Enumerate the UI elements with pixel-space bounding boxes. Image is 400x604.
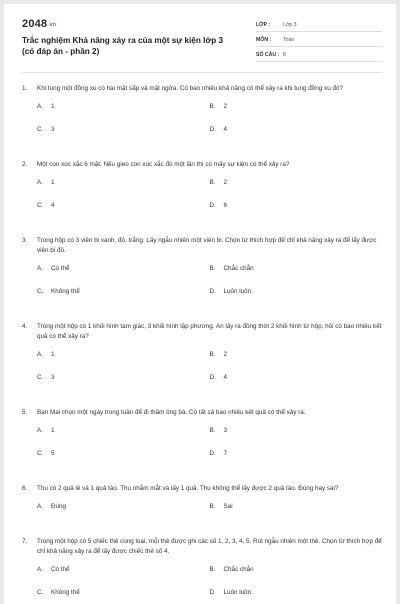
option-letter: B.: [209, 103, 216, 110]
answer-option[interactable]: [210, 449, 383, 459]
question-item: [22, 84, 382, 148]
answer-option[interactable]: [210, 426, 383, 436]
option-text: Không thể: [51, 589, 80, 596]
question-text: Thu có 2 quả lê và 1 quả táo. Thu nhắm mắt và lấy 1 quả. Thu không thể lấy được 2 quả táo. Đúng hay sai?: [37, 485, 339, 492]
answer-option[interactable]: [37, 565, 210, 575]
question-text: Trong một hộp có 5 chiếc thẻ cùng loại, mỗi thẻ được ghi các số 1, 2, 3, 4, 5. Rút ngẫu nhiên một thẻ. Chọn từ thích hợp để chỉ khả năng xảy ra để lấy được chiếc thẻ số 4.: [37, 538, 382, 555]
meta-row-count: [256, 49, 382, 62]
answer-option[interactable]: [37, 178, 210, 188]
worksheet-meta: [256, 19, 382, 64]
question-row: [22, 537, 382, 557]
answer-option[interactable]: [37, 264, 210, 274]
option-text: Đúng: [51, 503, 67, 510]
option-text: Chắc chắn: [223, 265, 254, 272]
option-letter: B.: [209, 265, 216, 272]
option-text: 1: [51, 427, 55, 434]
question-number: 6.: [22, 485, 28, 492]
answer-option[interactable]: [37, 287, 210, 297]
question-item: [22, 236, 382, 310]
option-letter: B.: [209, 179, 216, 186]
option-text: Luôn luôn.: [223, 589, 253, 596]
answer-option[interactable]: [210, 565, 383, 575]
meta-value: Toán: [283, 37, 295, 43]
meta-row-subject: [256, 34, 382, 47]
option-letter: A.: [37, 103, 43, 110]
question-item: [22, 537, 382, 604]
option-text: 7: [223, 450, 228, 457]
answer-option[interactable]: [210, 502, 383, 512]
option-letter: B.: [209, 427, 216, 434]
meta-row-class: [256, 19, 382, 32]
option-text: 5: [51, 450, 55, 457]
option-letter: B.: [209, 566, 216, 573]
option-text: 3: [223, 427, 228, 434]
answer-option[interactable]: [210, 588, 383, 598]
option-letter: C.: [37, 126, 44, 133]
answer-option[interactable]: [210, 201, 383, 211]
brand-name: 2048: [22, 18, 48, 30]
question-row: [22, 236, 382, 256]
option-letter: B.: [209, 351, 216, 358]
question-item: [22, 322, 382, 396]
option-text: 1: [51, 179, 55, 186]
question-number: 4.: [22, 323, 28, 330]
answer-options: [22, 350, 382, 396]
meta-value: Lớp 3: [283, 22, 297, 28]
option-text: 2: [223, 179, 228, 186]
option-letter: C.: [37, 589, 44, 596]
option-text: 3: [51, 374, 55, 381]
brand-domain: .vn: [48, 22, 57, 28]
option-text: Có thể: [51, 265, 70, 272]
answer-option[interactable]: [37, 373, 210, 383]
question-text: Khi tung một đồng xu có hai mặt sấp và mặt ngửa. Có bao nhiêu khả năng có thể xảy ra khi tung đồng xu đó?: [37, 85, 343, 92]
answer-option[interactable]: [37, 502, 210, 512]
question-row: [22, 408, 382, 418]
meta-key: LỚP :: [256, 22, 271, 28]
meta-key: MÔN :: [256, 37, 272, 43]
question-item: [22, 160, 382, 224]
worksheet-header: [4, 4, 396, 62]
worksheet-title: Trắc nghiệm Khả năng xảy ra của một sự kiện lớp 3 (có đáp án - phần 2): [22, 36, 224, 56]
option-text: Có thể: [51, 566, 70, 573]
option-text: 4: [51, 202, 55, 209]
option-letter: D.: [209, 589, 216, 596]
option-text: 3: [51, 126, 55, 133]
question-text: Trong một hộp có 1 khối hình tam giác, 3 khối hình lập phương. An lấy ra đồng thời 2 khối hình từ hộp, hỏi có bao nhiêu kết quả có thể xảy ra?: [37, 323, 382, 340]
option-text: 4: [223, 126, 228, 133]
answer-option[interactable]: [37, 102, 210, 112]
worksheet-page: [4, 4, 396, 604]
answer-options: [22, 264, 382, 310]
option-text: Luôn luôn.: [223, 288, 253, 295]
option-letter: A.: [37, 179, 43, 186]
answer-options: [22, 565, 382, 604]
option-letter: A.: [37, 351, 43, 358]
question-number: 1.: [22, 85, 28, 92]
question-list: [22, 84, 382, 604]
option-letter: D.: [209, 126, 216, 133]
answer-option[interactable]: [210, 178, 383, 188]
answer-option[interactable]: [210, 373, 383, 383]
answer-option[interactable]: [210, 102, 383, 112]
option-letter: D.: [209, 288, 216, 295]
option-letter: C.: [37, 288, 44, 295]
option-letter: D.: [209, 202, 216, 209]
question-number: 3.: [22, 237, 28, 244]
answer-option[interactable]: [37, 201, 210, 211]
answer-option[interactable]: [37, 125, 210, 135]
option-text: Sai: [223, 503, 233, 510]
answer-option[interactable]: [210, 287, 383, 297]
option-letter: C.: [37, 202, 44, 209]
question-text: Một con xúc xắc 6 mặt. Nếu gieo con xúc xắc đó một lần thì có mấy sự kiện có thể xảy ra?: [37, 161, 290, 168]
question-text: Trong hộp có 3 viên bi xanh, đỏ, trắng. Lấy ngẫu nhiên một viên bi. Chọn từ thích hợp để chỉ khả năng xảy ra để lấy được viên bi đỏ.: [37, 237, 377, 254]
option-text: 2: [223, 103, 228, 110]
option-letter: C.: [37, 450, 44, 457]
question-row: [22, 160, 382, 170]
option-letter: D.: [209, 450, 216, 457]
answer-options: [22, 502, 382, 525]
answer-option[interactable]: [37, 350, 210, 360]
option-letter: D.: [209, 374, 216, 381]
answer-option[interactable]: [37, 449, 210, 459]
option-letter: B.: [209, 503, 216, 510]
option-letter: C.: [37, 374, 44, 381]
option-letter: A.: [37, 503, 43, 510]
option-text: Không thể: [51, 288, 80, 295]
option-text: 1: [51, 351, 55, 358]
question-number: 2.: [22, 161, 28, 168]
option-letter: A.: [37, 265, 43, 272]
answer-options: [22, 426, 382, 472]
answer-option[interactable]: [37, 426, 210, 436]
question-row: [22, 484, 382, 494]
meta-key: SỐ CÂU :: [256, 52, 280, 58]
answer-options: [22, 102, 382, 148]
answer-option[interactable]: [210, 125, 383, 135]
answer-option[interactable]: [210, 264, 383, 274]
answer-option[interactable]: [210, 350, 383, 360]
header-divider: [22, 72, 382, 73]
answer-options: [22, 178, 382, 224]
question-text: Bạn Mai chọn một ngày trong tuần để đi thăm ông bà. Có tất cả bao nhiêu kết quả có thể xảy ra.: [37, 409, 306, 416]
question-row: [22, 84, 382, 94]
option-letter: A.: [37, 427, 43, 434]
question-item: [22, 484, 382, 525]
question-item: [22, 408, 382, 472]
option-letter: A.: [37, 566, 43, 573]
question-row: [22, 322, 382, 342]
option-text: 2: [223, 351, 228, 358]
question-number: 5.: [22, 409, 28, 416]
answer-option[interactable]: [37, 588, 210, 598]
meta-value: 8: [283, 52, 286, 58]
option-text: Chắc chắn: [223, 566, 254, 573]
brand-logo[interactable]: [22, 18, 56, 30]
option-text: 1: [51, 103, 55, 110]
question-number: 7.: [22, 538, 28, 545]
option-text: 6: [223, 202, 228, 209]
option-text: 4: [223, 374, 228, 381]
